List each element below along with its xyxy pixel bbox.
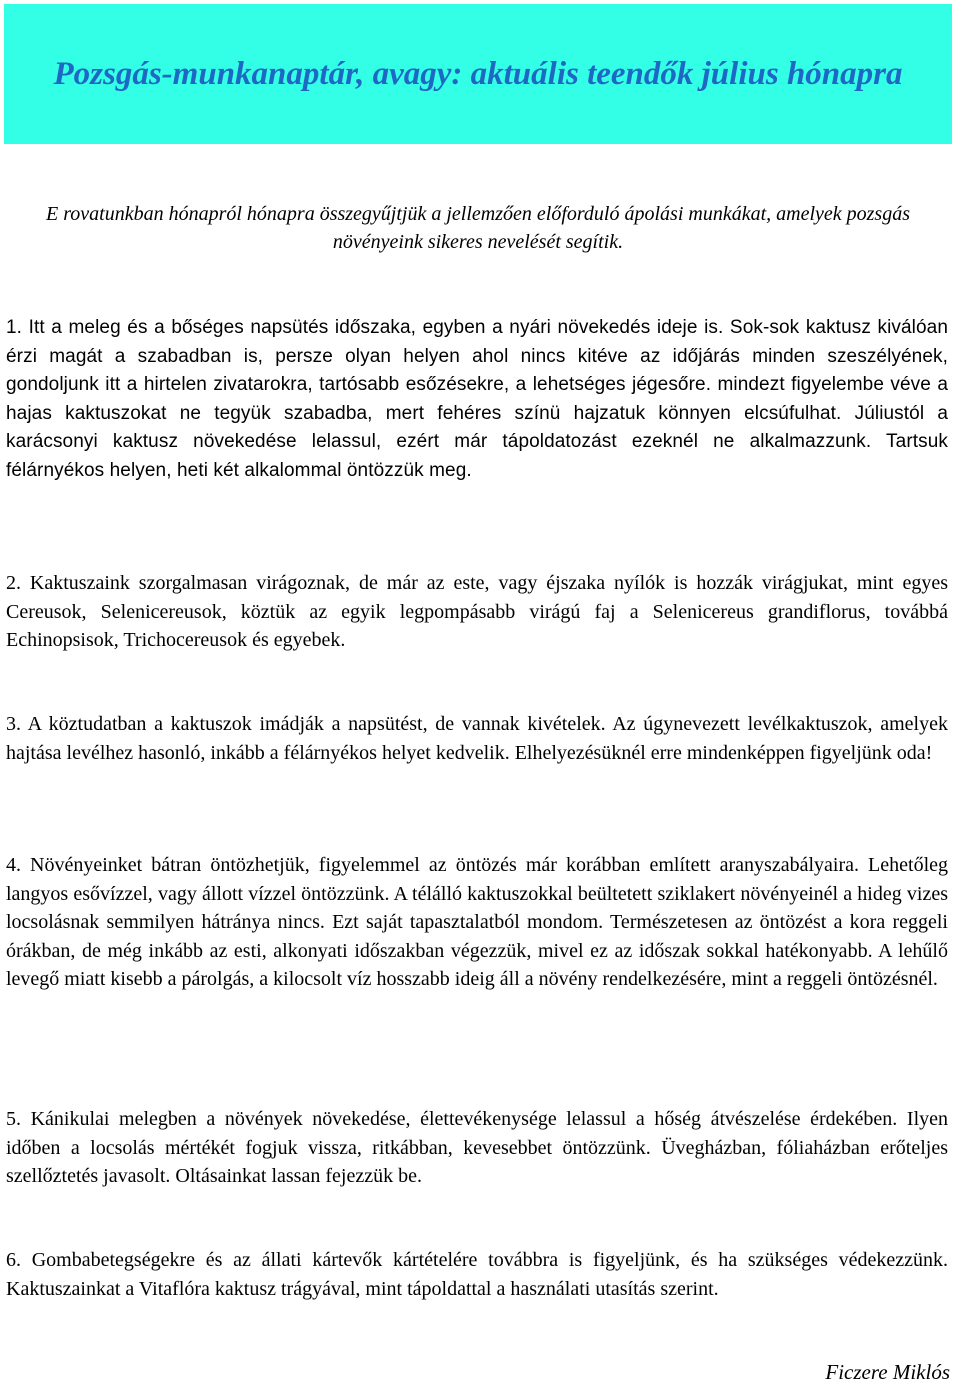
tip-paragraph-3: 3. A köztudatban a kaktuszok imádják a napsütést, de vannak kivételek. Az úgynevezett levélkaktuszok, amelyek hajtása levélhez hasonló, inkább a félárnyékos helyet kedvelik. Elhelyezésüknél erre mindenképpen figyeljünk oda! [6,713,948,764]
tip-paragraph-2: 2. Kaktuszaink szorgalmasan virágoznak, de már az este, vagy éjszaka nyílók is hozzák virágjukat, mint egyes Cereusok, Selenicereusok, köztük az egyik legpompásabb virágú faj a Selenicereus grandiflorus, továbbá Echinopsisok, Trichocereusok és egyebek. [6,572,948,652]
intro-text: E rovatunkban hónapról hónapra összegyűjtjük a jellemzően előforduló ápolási munkákat, amelyek pozsgás növényeink sikeres nevelését segítik. [46,203,910,253]
tip-paragraph-4: 4. Növényeinket bátran öntözhetjük, figyelemmel az öntözés már korábban említett aranyszabályaira. Lehetőleg langyos esővízzel, vagy állott vízzel öntözzünk. A télálló kaktuszokkal beültetett sziklakert növényeinél a hideg vizes locsolásnak semmilyen hátránya nincs. Ezt saját tapasztalatból mondom. Természetesen az öntözést a kora reggeli órákban, de még inkább az esti, alkonyati időszakban végezzük, mivel ez az időszak sokkal hatékonyabb. A lehűlő levegő miatt kisebb a párolgás, a kilocsolt víz hosszabb ideig áll a növény rendelkezésére, mint a reggeli öntözésnél. [6,854,948,991]
tip-paragraph-5: 5. Kánikulai melegben a növények növekedése, élettevékenysége lelassul a hőség átvészelése érdekében. Ilyen időben a locsolás mértékét fogjuk vissza, ritkábban, kevesebbet öntözzünk. Üvegházban, fóliaházban erőteljes szellőztetés javasolt. Oltásainkat lassan fejezzük be. [6,1108,948,1188]
title-banner [4,4,952,144]
page-title: Pozsgás-munkanaptár, avagy: aktuális teendők július hónapra [53,55,903,92]
author-signature: Ficzere Miklós [825,1360,950,1384]
tip-paragraph-6: 6. Gombabetegségekre és az állati kártevők kártételére továbbra is figyeljünk, és ha szükséges védekezzünk. Kaktuszainkat a Vitaflóra kaktusz trágyával, mint tápoldattal a használati utasítás szerint. [6,1249,948,1300]
tip-paragraph-1: 1. Itt a meleg és a bőséges napsütés időszaka, egyben a nyári növekedés ideje is. Sok-sok kaktusz kiválóan érzi magát a szabadban is, persze olyan helyen ahol nincs kitéve az időjárás minden szeszélyének, gondoljunk itt a hirtelen zivatarokra, tartósabb esőzésekre, a lehetséges jégesőre. mindezt figyelembe véve a hajas kaktuszokat ne tegyük szabadba, mert fehéres színü hajzatuk könnyen elcsúfulhat. Júliustól a karácsonyi kaktusz növekedése lelassul, ezért már tápoldatozást ezeknél ne alkalmazzunk. Tartsuk félárnyékos helyen, heti két alkalommal öntözzük meg. [6,317,948,481]
